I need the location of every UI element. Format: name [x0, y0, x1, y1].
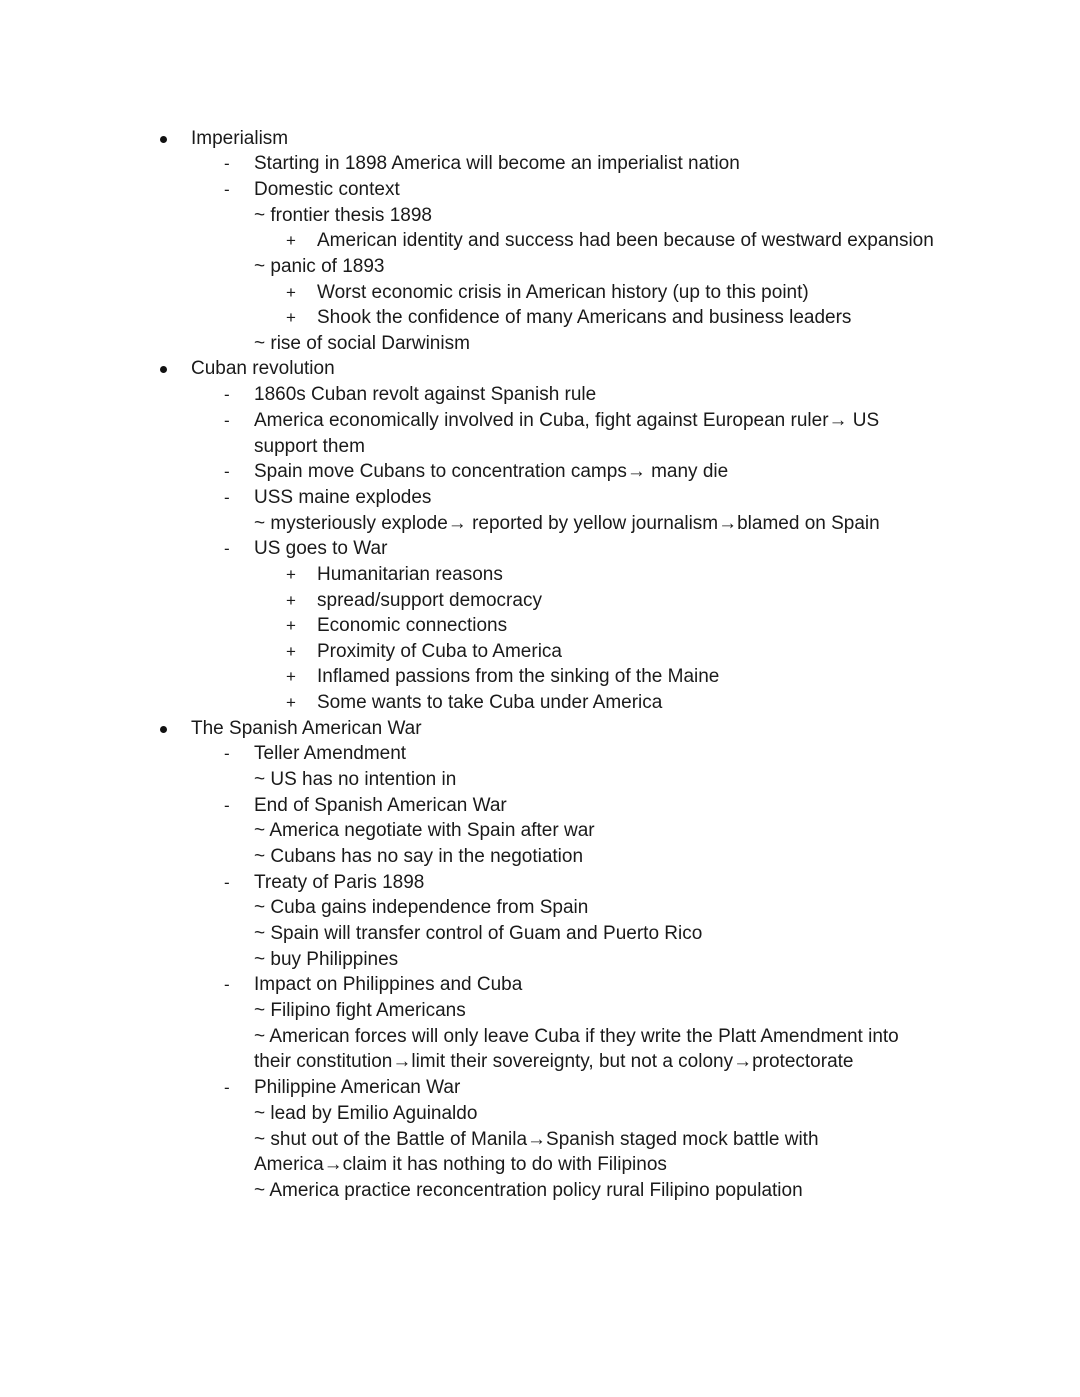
section-title: The Spanish American War — [191, 718, 422, 739]
plus-icon: + — [286, 565, 296, 584]
bullet-icon — [160, 726, 167, 733]
section-title: Cuban revolution — [191, 358, 335, 379]
dash-icon: - — [224, 539, 230, 558]
section-title: Imperialism — [191, 128, 289, 149]
dash-icon: - — [224, 744, 230, 763]
plus-icon: + — [286, 642, 296, 661]
plus-icon: + — [286, 693, 296, 712]
plus-icon: + — [286, 616, 296, 635]
dash-icon: - — [224, 1078, 230, 1097]
dash-icon: - — [224, 796, 230, 815]
notes-page: Imperialism - Starting in 1898 America will become an imperialist nation - Domestic context ~ frontier thesis 1898 + American identity and success had been because of westward expansion ~ panic of 1893 + Worst economic crisis in American history (up to this point) + Shook the confidence of many Americans and business leaders ~ rise of social Darwinism Cuban revolution - 1860s Cuban revolt against Spanish rule - America economically involved in Cuba, fight against European ruler→ US support them - Spain move Cubans to concentration camps→ many die - USS maine explodes ~ mysteriously explode→ reported by yellow journalism→blamed on Spain - US goes to War + Humanitarian reasons + spread/support democracy + Economic connections + Proximity of Cuba to America + Inflamed passions from the sinking of the Maine + Some wants to take Cuba under America The Spanish American War - Teller Amendment ~ US has no intention in - End of Spanish American War ~ America negotiate with Spain after war ~ Cubans has no say in the negotiation - Treaty of Paris 1898 ~ Cuba gains independence from Spain ~ Spain will transfer control of Guam and Puerto Rico ~ buy Philippines - Impact on Philippines and Cuba ~ Filipino fight Americans ~ American forces will only leave Cuba if they write the Platt Amendment into their constitution→limit their sovereignty, but not a colony→protectorate - Philippine American War ~ lead by Emilio Aguinaldo ~ shut out of the Battle of Manila→Spanish staged mock battle with America→claim it has nothing to do with Filipinos ~ America practice reconcentration policy rural Filipino population — [0, 0, 1080, 1397]
plus-icon: + — [286, 667, 296, 686]
dash-icon: - — [224, 411, 230, 430]
plus-icon: + — [286, 308, 296, 327]
dash-icon: - — [224, 385, 230, 404]
bullet-icon — [160, 366, 167, 373]
plus-icon: + — [286, 231, 296, 250]
plus-icon: + — [286, 591, 296, 610]
plus-icon: + — [286, 283, 296, 302]
dash-icon: - — [224, 873, 230, 892]
dash-icon: - — [224, 154, 230, 173]
bullet-icon — [160, 136, 167, 143]
dash-icon: - — [224, 462, 230, 481]
dash-icon: - — [224, 180, 230, 199]
dash-icon: - — [224, 488, 230, 507]
dash-icon: - — [224, 975, 230, 994]
